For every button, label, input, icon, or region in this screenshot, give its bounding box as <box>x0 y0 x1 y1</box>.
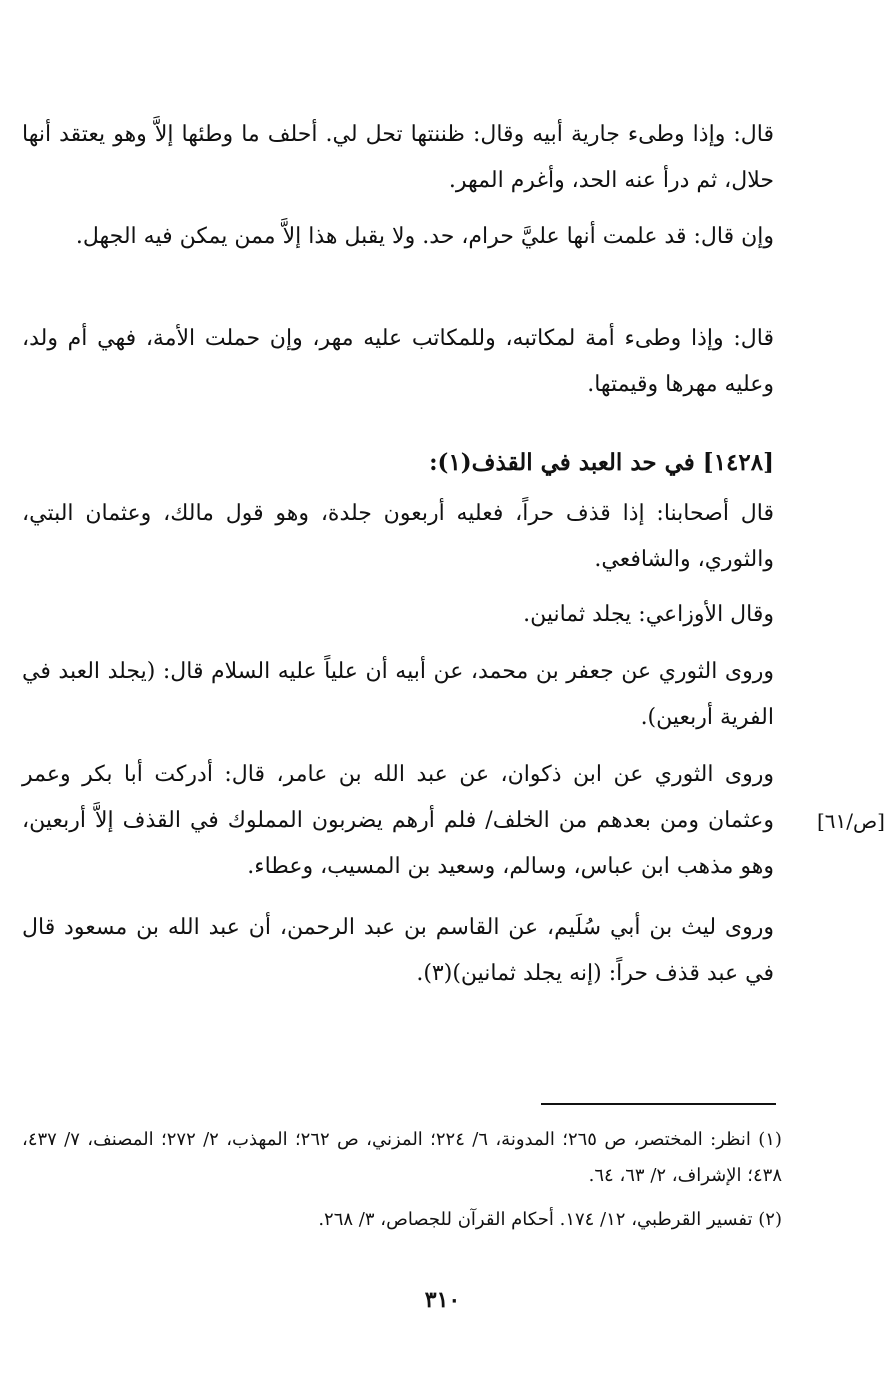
paragraph: قال: وإذا وطىء جارية أبيه وقال: ظننتها تحل لي. أحلف ما وطئها إلاَّ وهو يعتقد أنها حلال، ثم درأ عنه الحد، وأغرم المهر. <box>22 122 774 193</box>
paragraph: وقال الأوزاعي: يجلد ثمانين. <box>523 602 774 627</box>
footnote: (٢) تفسير القرطبي، ١٢/ ١٧٤. أحكام القرآن للجصاص، ٣/ ٢٦٨. <box>318 1209 782 1230</box>
paragraph: وإن قال: قد علمت أنها عليَّ حرام، حد. ولا يقبل هذا إلاَّ ممن يمكن فيه الجهل. <box>75 224 774 249</box>
margin-page-reference: [ص/٦١] <box>816 809 885 833</box>
paragraph: قال: وإذا وطىء أمة لمكاتبه، وللمكاتب عليه مهر، وإن حملت الأمة، فهي أم ولد، وعليه مهرها وقيمتها. <box>22 326 774 397</box>
paragraph: وروى الثوري عن جعفر بن محمد، عن أبيه أن علياً عليه السلام قال: (يجلد العبد في الفرية أربعين). <box>22 659 774 730</box>
paragraph: وروى الثوري عن ابن ذكوان، عن عبد الله بن عامر، قال: أدركت أبا بكر وعمر وعثمان ومن بعدهم من الخلف/ فلم أرهم يضربون المملوك في القذف إلاَّ أربعين، وهو مذهب ابن عباس، وسالم، وسعيد بن المسيب، وعطاء. <box>22 762 774 879</box>
paragraph: قال أصحابنا: إذا قذف حراً، فعليه أربعون جلدة، وهو قول مالك، وعثمان البتي، والثوري، والشافعي. <box>22 501 774 572</box>
paragraph: وروى ليث بن أبي سُلَيم، عن القاسم بن عبد الرحمن، أن عبد الله بن مسعود قال في عبد قذف حراً: (إنه يجلد ثمانين)(٣). <box>22 915 774 986</box>
section-heading: [١٤٢٨] في حد العبد في القذف(١): <box>429 449 774 476</box>
footnote-separator <box>541 1103 776 1105</box>
page-number: ٣١٠ <box>424 1287 461 1313</box>
footnote: (١) انظر: المختصر، ص ٢٦٥؛ المدونة، ٦/ ٢٢٤؛ المزني، ص ٢٦٢؛ المهذب، ٢/ ٢٧٢؛ المصنف، ٧/ ٤٣٧، ٤٣٨؛ الإشراف، ٢/ ٦٣، ٦٤. <box>22 1129 782 1186</box>
